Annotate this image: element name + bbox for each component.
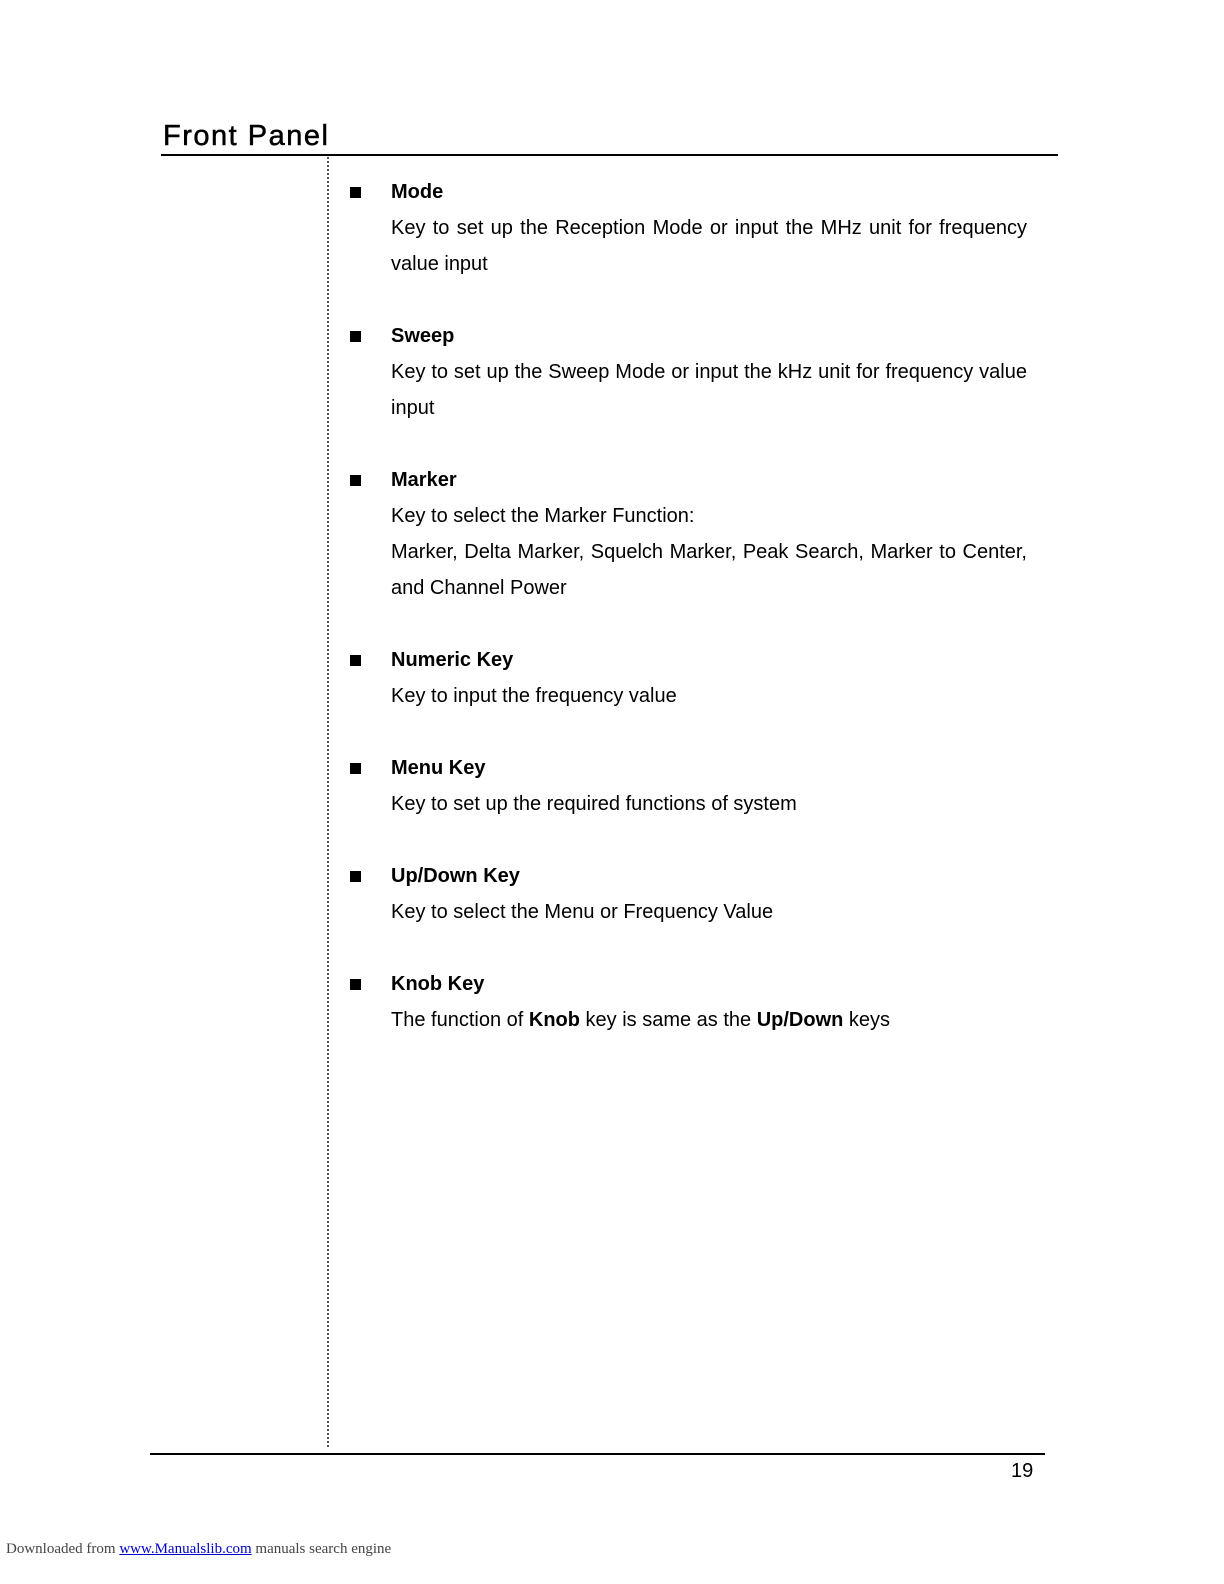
entry-description: Key to select the Marker Function:	[391, 505, 695, 527]
entry-description: Key to set up the Sweep Mode or input the kHz unit for frequency value input	[391, 361, 1027, 419]
list-item-menu-key	[347, 750, 1027, 822]
manualslib-link[interactable]: www.Manualslib.com	[119, 1541, 252, 1557]
entry-description: Key to set up the Reception Mode or input the MHz unit for frequency value input	[391, 217, 1027, 275]
title-divider	[161, 154, 1058, 156]
list-item-numeric-key	[347, 642, 1027, 714]
entry-title: Marker	[391, 469, 457, 491]
entry-title: Knob Key	[391, 973, 485, 995]
entry-title: Menu Key	[391, 757, 486, 779]
list-item-up-down-key	[347, 858, 1027, 930]
entry-title: Sweep	[391, 325, 455, 347]
desc-text: The function of	[391, 1009, 529, 1031]
square-bullet-icon	[350, 979, 361, 990]
desc-bold-knob: Knob	[528, 1009, 580, 1031]
list-item-marker	[347, 462, 1027, 606]
entry-description: Key to set up the required functions of system	[391, 793, 797, 815]
square-bullet-icon	[350, 763, 361, 774]
entry-description	[391, 1002, 1027, 1038]
desc-bold-up-down: Up/Down	[756, 1009, 844, 1031]
entry-title: Numeric Key	[391, 649, 514, 671]
entry-title: Up/Down Key	[391, 865, 520, 887]
desc-text: keys	[843, 1009, 891, 1031]
page-number: 19	[1011, 1460, 1034, 1482]
page-title: Front Panel	[163, 120, 330, 152]
square-bullet-icon	[350, 331, 361, 342]
entry-description: Key to select the Menu or Frequency Value	[391, 901, 774, 923]
square-bullet-icon	[350, 475, 361, 486]
square-bullet-icon	[350, 655, 361, 666]
side-dotted-divider	[327, 157, 329, 1447]
footer-divider	[150, 1453, 1045, 1455]
square-bullet-icon	[350, 871, 361, 882]
desc-text: key is same as the	[579, 1009, 757, 1031]
key-description-list	[347, 174, 1027, 1074]
entry-description: Key to input the frequency value	[391, 685, 677, 707]
square-bullet-icon	[350, 187, 361, 198]
entry-description-functions: Marker, Delta Marker, Squelch Marker, Peak Search, Marker to Center, and Channel Power	[391, 541, 1027, 599]
list-item-knob-key	[347, 966, 1027, 1038]
list-item-sweep	[347, 318, 1027, 426]
source-prefix: Downloaded from	[6, 1541, 120, 1557]
source-suffix: manuals search engine	[251, 1541, 392, 1557]
download-source-note	[6, 1541, 391, 1558]
entry-title: Mode	[391, 181, 444, 203]
list-item-mode	[347, 174, 1027, 282]
